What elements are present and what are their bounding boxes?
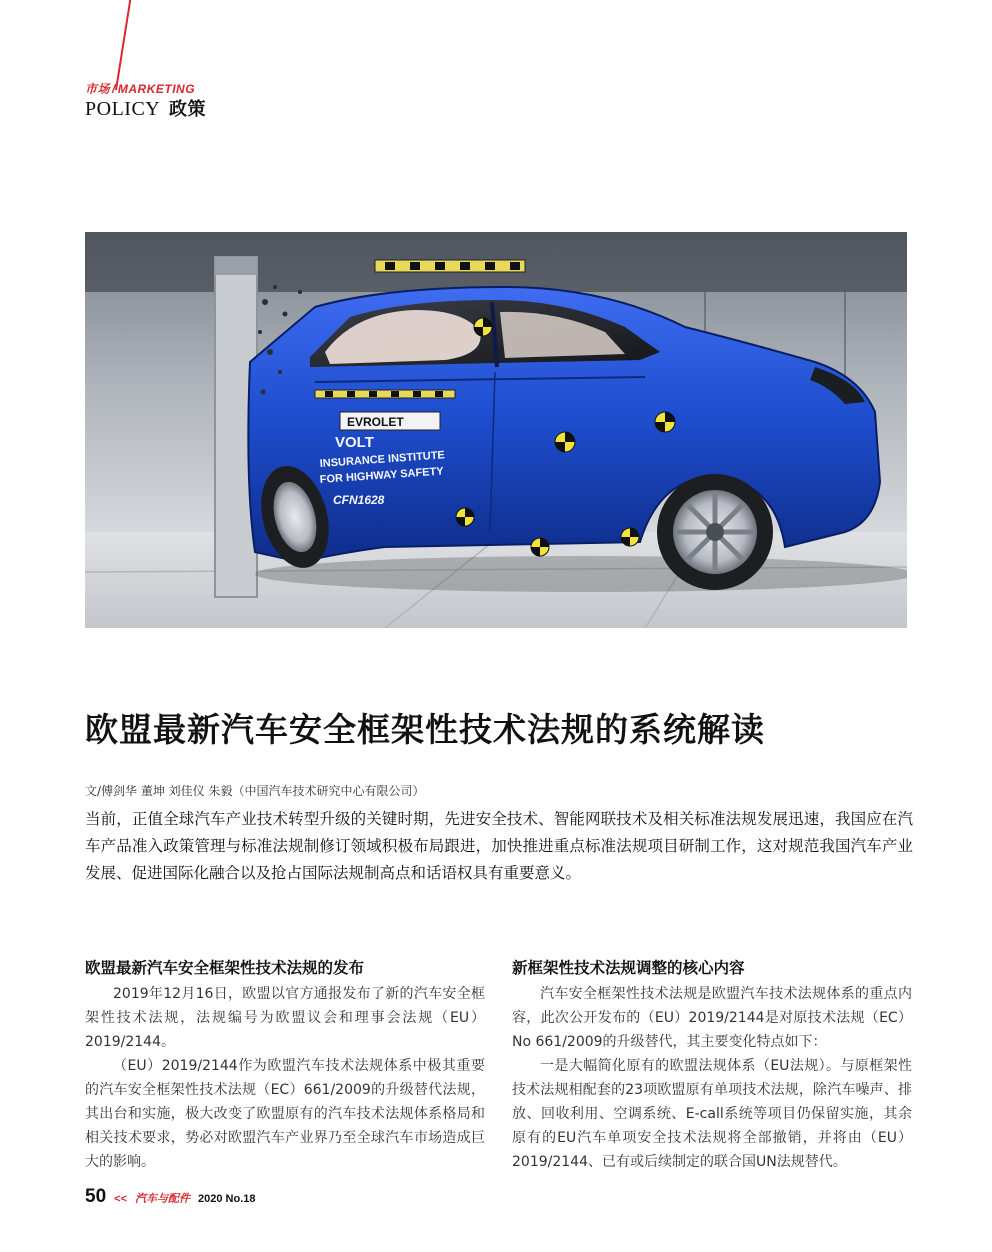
section-slash: / [112, 82, 116, 96]
policy-label [85, 95, 206, 121]
policy-en: POLICY [85, 98, 160, 120]
left-heading: 欧盟最新汽车安全框架性技术法规的发布 [85, 959, 365, 977]
header-red-rule [115, 0, 131, 90]
iihs-line2: FOR HIGHWAY SAFETY [319, 465, 444, 486]
left-paragraph-2: （EU）2019/2144作为欧盟汽车技术法规体系中极其重要的汽车安全框架性技术法规（EC）661/2009的升级替代法规，其出台和实施，极大改变了欧盟原有的汽车技术法规体系格局和相关技术要求，势必对欧盟汽车产业界乃至全球汽车市场造成巨大的影响。 [85, 1058, 485, 1170]
model-text: VOLT [335, 434, 374, 451]
magazine-name: 汽车与配件 [135, 1193, 190, 1205]
iihs-line1: INSURANCE INSTITUTE [319, 449, 446, 470]
right-heading: 新框架性技术法规调整的核心内容 [512, 959, 745, 977]
test-code: CFN1628 [333, 493, 385, 507]
section-en: MARKETING [117, 82, 196, 96]
page-footer [85, 1186, 255, 1208]
crash-test-photo [85, 232, 907, 628]
policy-cn: 政策 [168, 99, 206, 120]
article-title: 欧盟最新汽车安全框架性技术法规的系统解读 [85, 710, 765, 749]
issue-number: 2020 No.18 [198, 1193, 256, 1205]
barrier-cap [215, 257, 257, 275]
rear-wheel [657, 474, 773, 590]
article-lead: 当前，正值全球汽车产业技术转型升级的关键时期，先进安全技术、智能网联技术及相关标准法规发展迅速，我国应在汽车产品准入政策管理与标准法规制修订领域积极布局跟进，加快推进重点标准法规项目研制工作，这对规范我国汽车产业发展、促进国际化融合以及抢占国际法规制高点和话语权具有重要意义。 [85, 810, 913, 882]
footer-chevrons: << [114, 1193, 127, 1205]
roof-target-bar [375, 260, 525, 272]
right-paragraph-2: 一是大幅简化原有的欧盟法规体系（EU法规）。与原框架性技术法规相配套的23项欧盟原有单项技术法规，除汽车噪声、排放、回收利用、空调系统、E-call系统等项目仍保留实施，其余原有的EU汽车单项安全技术法规将全部撤销，并将由（EU）2019/2144、已有或后续制定的联合国UN法规替代。 [512, 1058, 912, 1170]
side-target-bar [315, 390, 455, 398]
section-cn: 市场 [85, 82, 111, 96]
left-column [85, 958, 485, 1174]
article-byline: 文/傅剑华 董坤 刘佳仪 朱毅（中国汽车技术研究中心有限公司） [85, 784, 425, 798]
page-number: 50 [85, 1186, 107, 1207]
left-paragraph-1: 2019年12月16日，欧盟以官方通报发布了新的汽车安全框架性技术法规，法规编号为欧盟议会和理事会法规（EU）2019/2144。 [85, 986, 485, 1050]
car-shadow [255, 556, 907, 592]
right-column [512, 958, 912, 1174]
right-paragraph-1: 汽车安全框架性技术法规是欧盟汽车技术法规体系的重点内容，此次公开发布的（EU）2019/2144是对原技术法规（EC）No 661/2009的升级替代，其主要变化特点如下： [512, 986, 912, 1050]
brand-text: EVROLET [347, 415, 404, 429]
